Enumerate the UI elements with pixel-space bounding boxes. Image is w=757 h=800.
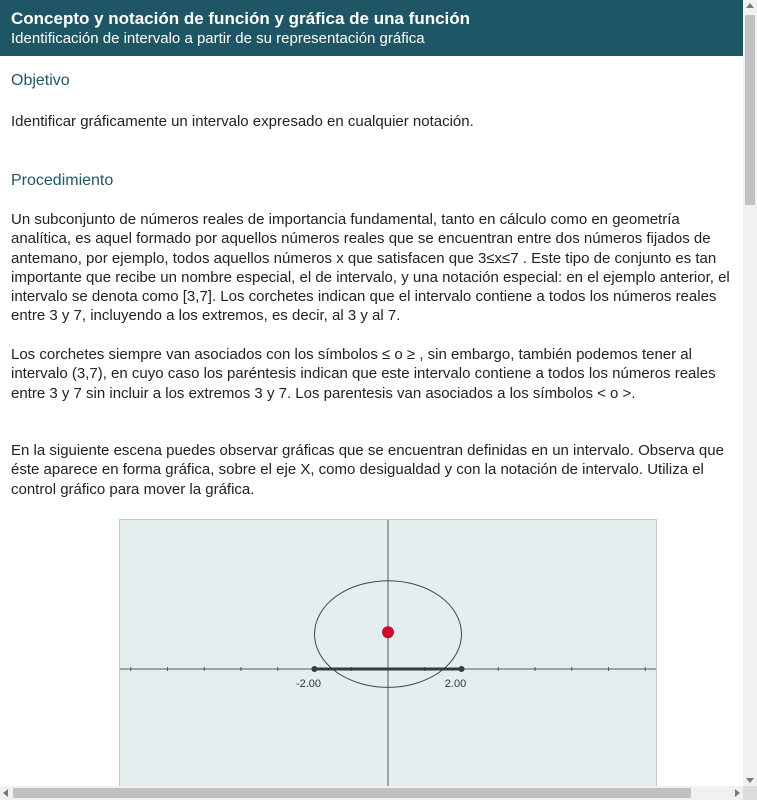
vertical-scroll-thumb[interactable] (745, 15, 755, 205)
objective-heading: Objetivo (11, 72, 70, 89)
page-title: Concepto y notación de función y gráfica de una función (11, 9, 471, 28)
page-subtitle: Identificación de intervalo a partir de su representación gráfica (11, 30, 425, 47)
interactive-scene[interactable] (119, 519, 657, 786)
objective-text: Identificar gráficamente un intervalo expresado en cualquier notación. (11, 113, 474, 130)
horizontal-scrollbar[interactable] (0, 786, 743, 800)
horizontal-scroll-thumb[interactable] (13, 788, 691, 798)
procedure-heading: Procedimiento (11, 172, 114, 189)
scroll-up-icon[interactable] (746, 3, 754, 8)
scroll-left-icon[interactable] (3, 789, 8, 797)
scrollbar-corner (743, 786, 757, 800)
procedure-paragraph-1: Un subconjunto de números reales de importancia fundamental, tanto en cálculo como en geometría analítica, es aquel formado por aquellos números reales que se encuentran entre dos números fijados de antemano, por ejemplo, todos aquellos números x que satisfacen que 3≤x≤7 . Este tipo de conjunto es tan importante que recibe un nombre especial, el de intervalo, y una notación especial: en el ejemplo anterior, el intervalo se denota como [3,7]. Los corchetes indican que el intervalo contiene a todos los números reales entre 3 y 7, incluyendo a los extremos, es decir, al 3 y al 7. (11, 211, 730, 325)
tick-label-end: 2.00 (444, 678, 467, 690)
vertical-scrollbar[interactable] (743, 0, 757, 786)
scene-canvas[interactable] (120, 520, 656, 786)
main-content (0, 56, 743, 786)
interval-start-point (312, 666, 318, 672)
tick-label-start: -2.00 (295, 678, 322, 690)
scroll-down-icon[interactable] (746, 778, 754, 783)
page-header (0, 0, 743, 56)
scroll-right-icon[interactable] (735, 789, 740, 797)
interval-end-point (459, 666, 465, 672)
procedure-paragraph-2: Los corchetes siempre van asociados con los símbolos ≤ o ≥ , sin embargo, también podemos tener al intervalo (3,7), en cuyo caso los paréntesis indican que este intervalo contiene a todos los números reales entre 3 y 7 sin incluir a los extremos 3 y 7. Los parentesis van asociados a los símbolos < o >. (11, 346, 716, 402)
procedure-paragraph-3: En la siguiente escena puedes observar gráficas que se encuentran definidas en un intervalo. Observa que éste aparece en forma gráfica, sobre el eje X, como desigualdad y con la notación de intervalo. Utiliza el control gráfico para mover la gráfica. (11, 442, 724, 498)
graph-control-handle[interactable] (382, 626, 394, 638)
